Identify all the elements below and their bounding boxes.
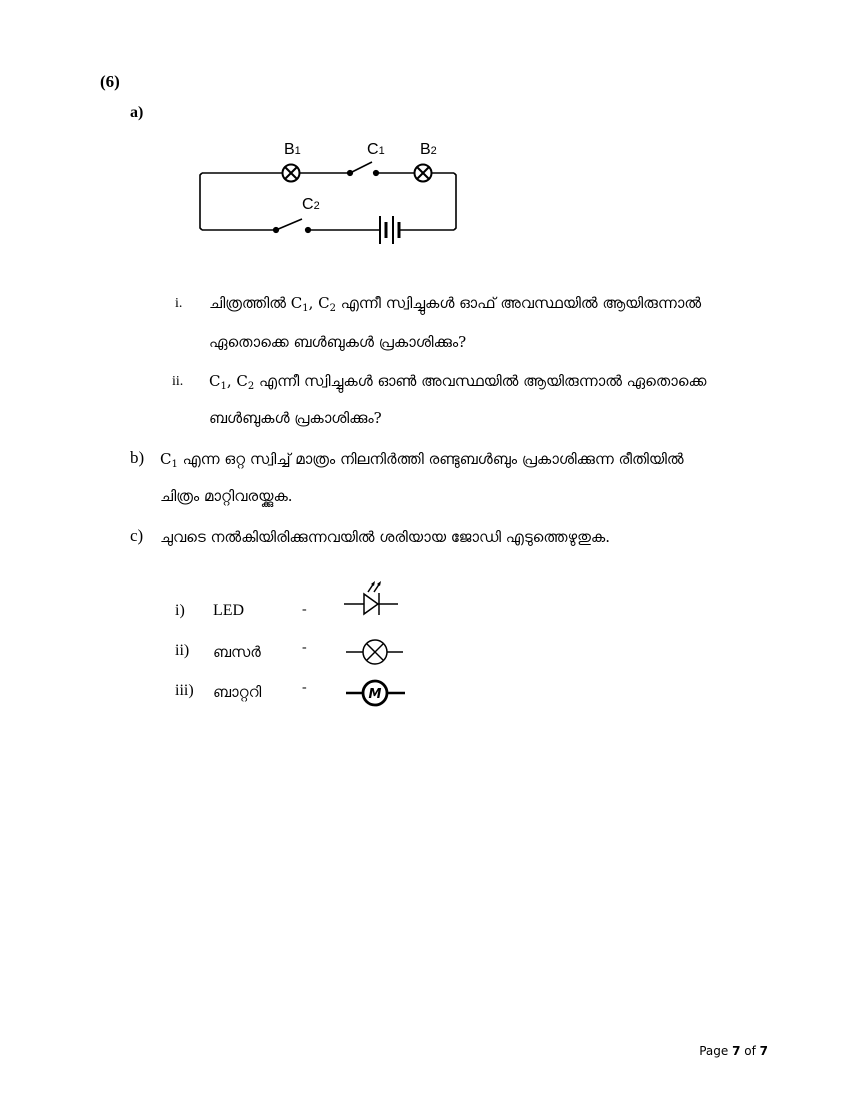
switch-c2-icon xyxy=(274,219,311,232)
subquestion-ii-line2: ബൾബുകൾ പ്രകാശിക്കും? xyxy=(209,409,382,427)
part-b-label: b) xyxy=(130,448,145,467)
subquestion-ii-label: ii. xyxy=(172,374,184,389)
part-c-label: c) xyxy=(130,526,144,545)
bulb-b1-icon xyxy=(283,165,300,182)
battery-icon xyxy=(380,216,399,244)
option-3-number: iii) xyxy=(175,682,194,699)
led-symbol-icon xyxy=(342,580,402,620)
option-2-name: ബസർ xyxy=(213,643,261,661)
part-b-line2: ചിത്രം മാറ്റിവരയ്ക്കുക. xyxy=(160,487,293,505)
page-number: Page 7 of 7 xyxy=(699,1044,768,1058)
part-c-text: ചുവടെ നൽകിയിരിക്കുന്നവയിൽ ശരിയായ ജോഡി എടുത്തെഴുതുക. xyxy=(160,528,610,546)
option-2-dash: - xyxy=(302,640,307,655)
option-1-dash: - xyxy=(302,602,307,617)
question-number: (6) xyxy=(100,72,120,91)
circuit-diagram xyxy=(190,132,470,247)
label-b1: B1 xyxy=(284,141,301,158)
subquestion-i-line2: ഏതൊക്കെ ബൾബുകൾ പ്രകാശിക്കും? xyxy=(209,333,467,351)
bulb-symbol-icon xyxy=(345,638,405,666)
subquestion-i-label: i. xyxy=(175,296,183,311)
label-b2: B2 xyxy=(420,141,437,158)
svg-text:M: M xyxy=(368,687,382,702)
option-3-name: ബാറ്ററി xyxy=(213,683,262,701)
option-2-number: ii) xyxy=(175,642,190,659)
switch-c1-icon xyxy=(348,162,379,175)
subquestion-i-line1: ചിത്രത്തിൽ $C_1$, $C_2$ എന്നീ സ്വിച്ചുകൾ ഓഫ് അവസ്ഥയിൽ ആയിരുന്നാൽ xyxy=(209,294,702,314)
option-3-dash: - xyxy=(302,680,307,695)
label-c2: C2 xyxy=(302,196,320,213)
subquestion-ii-line1: $C_1$, $C_2$ എന്നീ സ്വിച്ചുകൾ ഓൺ അവസ്ഥയിൽ ആയിരുന്നാൽ ഏതൊക്കെ xyxy=(209,372,707,392)
label-c1: C1 xyxy=(367,141,385,158)
motor-symbol-icon xyxy=(345,678,407,708)
option-1-name: LED xyxy=(213,602,245,619)
option-1-number: i) xyxy=(175,602,185,619)
part-b-line1: $C_1$ എന്ന ഒറ്റ സ്വിച്ച് മാത്രം നിലനിർത്തി രണ്ടുബൾബും പ്രകാശിക്കുന്ന രീതിയിൽ xyxy=(160,450,684,470)
part-a-label: a) xyxy=(130,104,144,121)
bulb-b2-icon xyxy=(415,165,432,182)
